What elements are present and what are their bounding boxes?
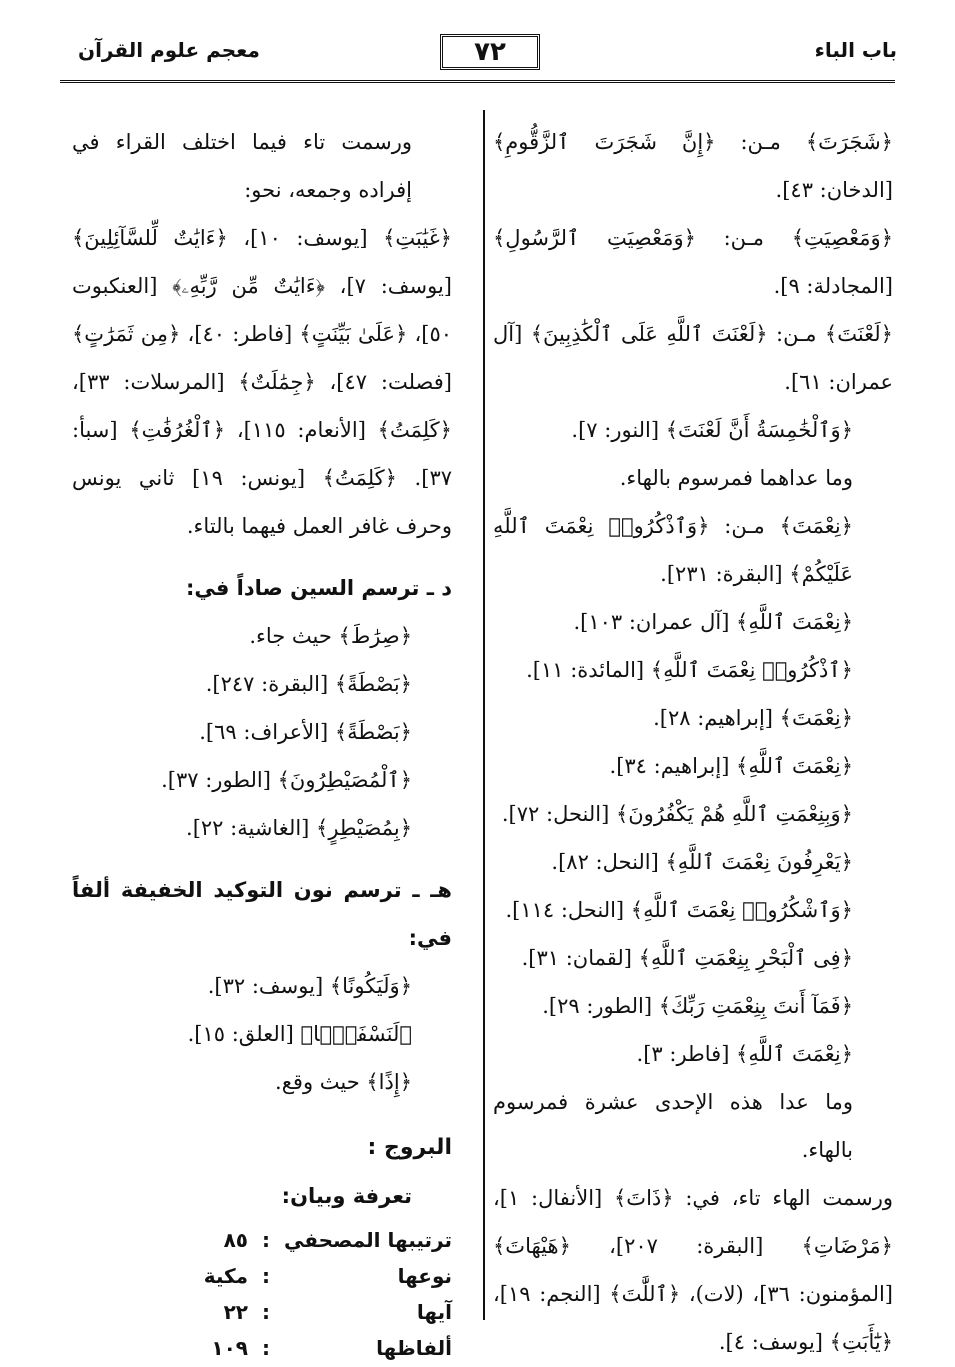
right-column: [493, 118, 893, 1366]
info-separator: :: [262, 1300, 270, 1324]
verse-reference: ﴿ٱذْكُرُوا۟ نِعْمَتَ ٱللَّهِ﴾ [المائدة: ١١].: [526, 658, 853, 682]
info-separator: :: [262, 1336, 270, 1360]
surah-info-table: [190, 1222, 452, 1366]
paragraph: وما عداهما فمرسوم بالهاء.: [619, 466, 853, 490]
list-item: ﴿بِمُصَيْطِرٍ﴾ [الغاشية: ٢٢].: [186, 816, 412, 840]
surah-title: البروج :: [367, 1135, 452, 1160]
paragraph: ﴿نِعْمَتَ﴾ مـن: ﴿وَٱذْكُرُوا۟ نِعْمَتَ ٱللَّهِ عَلَيْكُمْ﴾ [البقرة: ٢٣١].: [493, 514, 853, 586]
info-label: ترتيبها المصحفي: [284, 1228, 452, 1252]
info-label: آيها: [416, 1300, 452, 1324]
list-item: ﴿بَصْطَةً﴾ [الأعراف: ٦٩].: [199, 720, 412, 744]
info-separator: :: [262, 1264, 270, 1288]
section-heading: هـ ـ ترسم نون التوكيد الخفيفة ألفاً في:: [72, 878, 452, 950]
list-item: ﴿صِرَٰطَ﴾ حيث جاء.: [249, 624, 412, 648]
info-value: ١٠٩: [211, 1336, 248, 1360]
paragraph: وما عدا هذه الإحدى عشرة فمرسوم بالهاء.: [493, 1090, 853, 1162]
list-item: ﴿إِذًا﴾ حيث وقع.: [275, 1070, 412, 1094]
verse-reference: ﴿فَمَآ أَنتَ بِنِعْمَتِ رَبِّكَ﴾ [الطور: ٢٩].: [542, 994, 853, 1018]
table-row: [190, 1330, 452, 1366]
paragraph: ورسمت الهاء تاء، في: ﴿ذَاتَ﴾ [الأنفال: ١]، ﴿مَرْضَاتِ﴾ [البقرة: ٢٠٧]، ﴿هَيْهَاتَ﴾ [المؤمنون: ٣٦]، (لات)، ﴿ٱللَّٰتَ﴾ [النجم: ١٩]، ﴿يَٰٓأَبَتِ﴾ [يوسف: ٤].: [493, 1186, 893, 1354]
paragraph: ﴿وَٱلْخَٰمِسَةُ أَنَّ لَعْنَتَ﴾ [النور: ٧].: [571, 418, 853, 442]
table-row: [190, 1222, 452, 1258]
info-value: ٢٢: [223, 1300, 248, 1324]
page-number: ٧٢: [440, 34, 540, 70]
paragraph: ورسمت تاء فيما اختلف القراء في إفراده وجمعه، نحو:: [72, 130, 412, 202]
list-item: ﴿وَلَيَكُونًا﴾ [يوسف: ٣٢].: [207, 974, 412, 998]
list-item: ﴿ٱلْمُصَيْطِرُونَ﴾ [الطور: ٣٧].: [161, 768, 412, 792]
paragraph: ﴿شَجَرَتَ﴾ مـن: ﴿إِنَّ شَجَرَتَ ٱلزَّقُّومِ﴾ [الدخان: ٤٣].: [493, 130, 893, 202]
verse-reference: ﴿وَٱشْكُرُوا۟ نِعْمَتَ ٱللَّهِ﴾ [النحل: ١١٤].: [505, 898, 853, 922]
left-column: [72, 118, 452, 1366]
info-label: ألفاظها: [376, 1336, 452, 1360]
verse-reference: ﴿نِعْمَتَ﴾ [إبراهيم: ٢٨].: [653, 706, 853, 730]
info-value: ٨٥: [223, 1228, 248, 1252]
info-separator: :: [262, 1228, 270, 1252]
column-divider: [483, 110, 485, 1320]
info-value: مكية: [203, 1264, 248, 1288]
list-item: ﴿لَنَسْفَعًۢا﴾ [العلق: ١٥].: [187, 1022, 412, 1046]
paragraph: ﴿وَمَعْصِيَتِ﴾ مـن: ﴿وَمَعْصِيَتِ ٱلرَّسُولِ﴾ [المجادلة: ٩].: [493, 226, 893, 298]
info-label: نوعها: [397, 1264, 452, 1288]
header-rule: [60, 80, 895, 83]
table-row: [190, 1258, 452, 1294]
book-title-header: معجم علوم القرآن: [78, 38, 260, 62]
subsection-heading: تعرفة وبيان:: [281, 1184, 412, 1208]
chapter-header: باب الباء: [814, 38, 897, 62]
paragraph: ﴿غَيَٰبَتِ﴾ [يوسف: ١٠]، ﴿ءَايَٰتٌ لِّلسَّآئِلِينَ﴾ [يوسف: ٧]، ﴿ءَايَٰتٌ مِّن رَّبِّهِۦ﴾ [العنكبوت ٥٠]، ﴿عَلَىٰ بَيِّنَتٍ﴾ [فاطر: ٤٠]، ﴿مِن ثَمَرَٰتٍ﴾ [فصلت: ٤٧]، ﴿جِمَٰلَتٌ﴾ [المرسلات: ٣٣]، ﴿كَلِمَتُ﴾ [الأنعام: ١١٥]، ﴿ٱلْغُرُفَٰتِ﴾ [سبأ: ٣٧]. ﴿كَلِمَتُ﴾ [يونس: ١٩] ثاني يونس وحرف غافر العمل فيهما بالتاء.: [72, 226, 452, 538]
table-row: [190, 1294, 452, 1330]
section-heading: د ـ ترسم السين صاداً في:: [185, 576, 452, 600]
verse-reference: ﴿وَبِنِعْمَتِ ٱللَّهِ هُمْ يَكْفُرُونَ﴾ [النحل: ٧٢].: [501, 802, 853, 826]
list-item: ﴿بَصْطَةً﴾ [البقرة: ٢٤٧].: [205, 672, 412, 696]
verse-reference: ﴿نِعْمَتَ ٱللَّهِ﴾ [إبراهيم: ٣٤].: [609, 754, 853, 778]
verse-reference: ﴿فِى ٱلْبَحْرِ بِنِعْمَتِ ٱللَّهِ﴾ [لقمان: ٣١].: [521, 946, 853, 970]
paragraph: ﴿لَعْنَتَ﴾ مـن: ﴿لَعْنَتَ ٱللَّهِ عَلَى ٱلْكَٰذِبِينَ﴾ [آل عمران: ٦١].: [493, 322, 893, 394]
verse-reference: ﴿نِعْمَتَ ٱللَّهِ﴾ [آل عمران: ١٠٣].: [573, 610, 853, 634]
verse-reference: ﴿يَعْرِفُونَ نِعْمَتَ ٱللَّهِ﴾ [النحل: ٨٢].: [551, 850, 853, 874]
verse-reference: ﴿نِعْمَتَ ٱللَّهِ﴾ [فاطر: ٣].: [636, 1042, 853, 1066]
